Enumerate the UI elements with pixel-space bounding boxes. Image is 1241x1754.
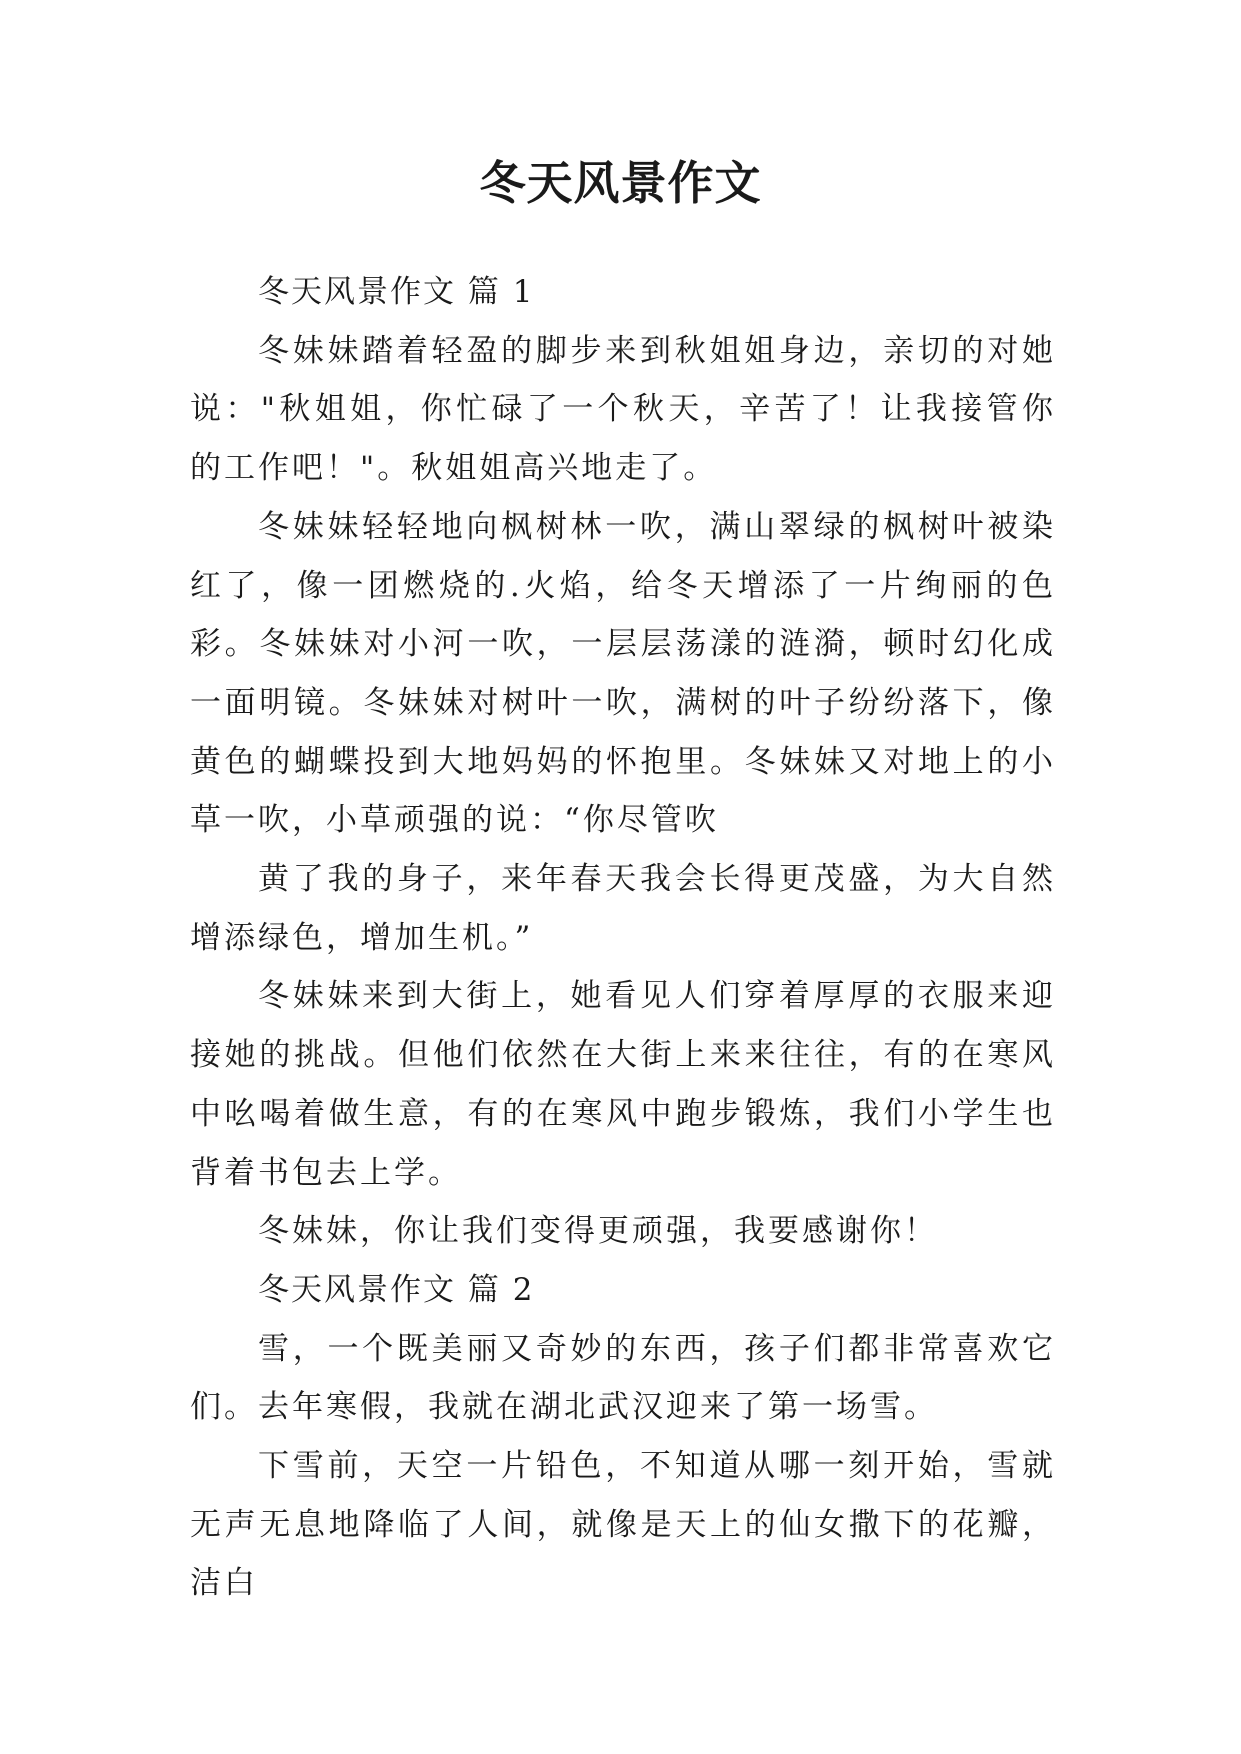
section-heading-2: 冬天风景作文 篇 2 — [258, 1271, 535, 1308]
document-title: 冬天风景作文 — [479, 156, 762, 210]
paragraph: 冬妹妹轻轻地向枫树林一吹，满山翠绿的枫树叶被染红了，像一团燃烧的.火焰，给冬天增添了一片绚丽的色彩。冬妹妹对小河一吹，一层层荡漾的涟漪，顿时幻化成一面明镜。冬妹妹对树叶一吹，满树的叶子纷纷落下，像黄色的蝴蝶投到大地妈妈的怀抱里。冬妹妹又对地上的小草一吹，小草顽强的说：“你尽管吹 — [190, 508, 1056, 839]
paragraph: 冬妹妹来到大街上，她看见人们穿着厚厚的衣服来迎接她的挑战。但他们依然在大街上来来往往，有的在寒风中吆喝着做生意，有的在寒风中跑步锻炼，我们小学生也背着书包去上学。 — [190, 978, 1056, 1191]
paragraph: 黄了我的身子，来年春天我会长得更茂盛，为大自然增添绿色，增加生机。” — [190, 861, 1056, 956]
paragraph: 冬妹妹踏着轻盈的脚步来到秋姐姐身边，亲切的对她说："秋姐姐，你忙碌了一个秋天，辛苦了！让我接管你的工作吧！"。秋姐姐高兴地走了。 — [190, 332, 1056, 487]
paragraph: 雪，一个既美丽又奇妙的东西，孩子们都非常喜欢它们。去年寒假，我就在湖北武汉迎来了第一场雪。 — [190, 1330, 1056, 1426]
document-body — [190, 263, 1056, 1613]
section-heading-1: 冬天风景作文 篇 1 — [258, 274, 535, 310]
paragraph: 冬妹妹，你让我们变得更顽强，我要感谢你！ — [258, 1213, 938, 1250]
paragraph: 下雪前，天空一片铅色，不知道从哪一刻开始，雪就无声无息地降临了人间，就像是天上的仙女撒下的花瓣，洁白 — [190, 1448, 1056, 1602]
